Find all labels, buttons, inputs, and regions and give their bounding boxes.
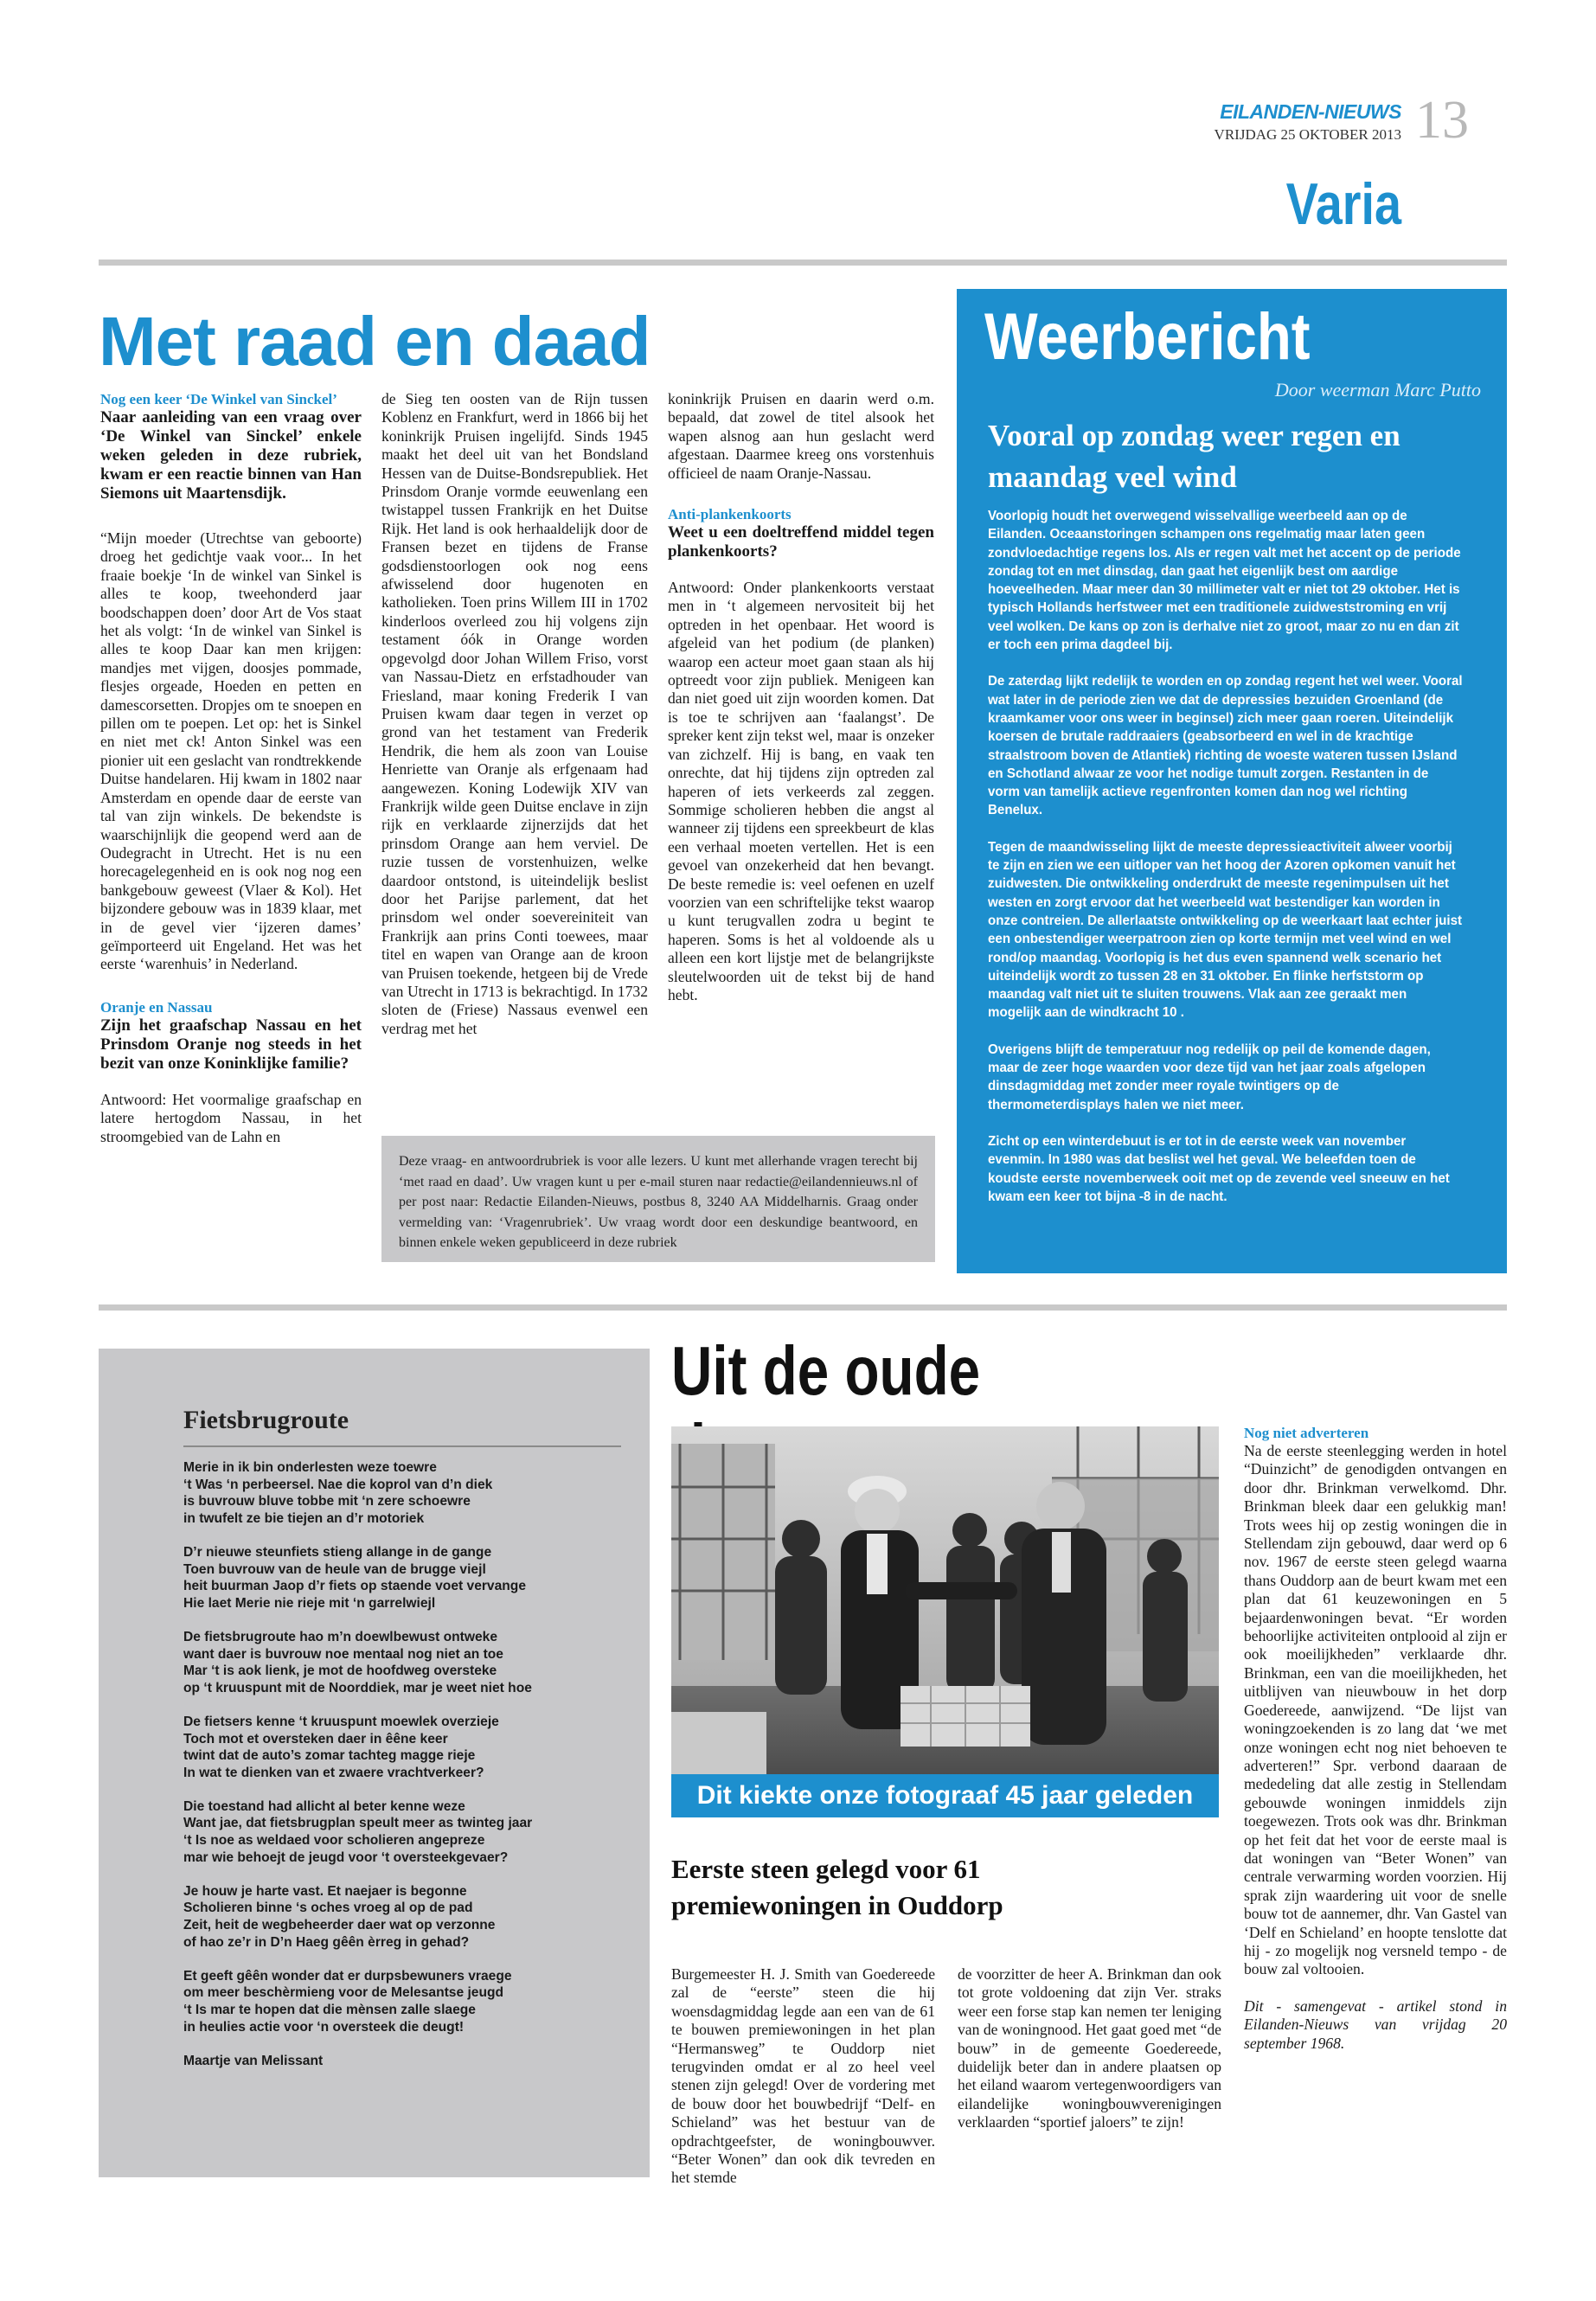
q3-question: Weet u een doeltreffend middel tegen plankenkoorts? [668,523,934,561]
middle-rule [99,1304,1507,1311]
poem-line: ‘t Was ‘n perbeersel. Nae die koprol van d’n diek [183,1477,493,1492]
side-kicker: Nog niet adverteren [1244,1425,1369,1441]
poem-line: Toen buvrouw van de heule van de brugge viejl [183,1561,486,1577]
poem-line: Toch mot et oversteken daer in êêne keer [183,1731,448,1747]
raad-column-1 [100,390,362,1164]
raad-column-3 [668,390,934,1022]
poem-stanza [183,1883,633,1951]
historic-photo [671,1426,1219,1817]
q2-answer-part-2: de Sieg ten oosten van de Rijn tussen Koblenz en Frankfurt, werd in 1866 bij het koninkrijk Pruisen ingelijfd. Sinds 1945 maakt het deel uit van het Bondsland Hessen van de Duitse-Bondsrepubliek. Het Prinsdom Oranje vormde eeuwenlang een twistappel tussen Frankrijk en het Duitse Rijk. Het land is ook herhaaldelijk door de Fransen bezet en tijdens de Franse godsdienstoorlogen ook nog eens afwisselend door hugenoten en katholieken. Toen prins Willem III in 1702 kinderloos overleed zou hij volgens zijn testament óók in Orange worden opgevolgd door Johan Willem Friso, vorst van Nassau-Dietz en erfstadhouder van Friesland, maar koning Frederik I van Pruisen kwam daar tegen in verzet op grond van het testament van Frederik Hendrik, die hem als zoon van Louise Henriette van Oranje als erfgenaam had aangewezen. Koning Lodewijk XIV van Frankrijk wilde geen Duitse enclave in zijn rijk en verklaarde zijnerzijds dat het prinsdom Orange aan hem verviel. De ruzie tussen de vorstenhuizen, welke daardoor ontstond, is uiteindelijk beslist door het Parijse parlement, dat het prinsdom wel onder soevereiniteit van Frankrijk aan prins Conti toewees, maar titel en wapen van Orange aan de kroon van Pruisen toekende, hetgeen bij de Vrede van Utrecht in 1713 is bekrachtigd. In 1732 sloten de (Friese) Nassaus evenwel een verdrag met het [381,390,648,1037]
top-rule [99,260,1507,266]
source-note: Dit - samengevat - artikel stond in Eilanden-Nieuws van vrijdag 20 september 1968. [1244,1997,1507,2052]
weer-body [988,507,1463,1224]
q2-answer-part-3: koninkrijk Pruisen en daarin werd o.m. bepaald, dat zowel de titel alsook het wapen alsnog aan hun geslacht werd afgestaan. Daarmee kreeg ons vorstenhuis officieel de naam Oranje-Nassau. [668,390,934,482]
poem-line: in twufelt ze bie tiejen an d’r motoriek [183,1510,425,1526]
weer-byline: Door weerman Marc Putto [1274,379,1481,401]
fiets-title-underline [183,1445,621,1447]
weer-paragraph-5: Zicht op een winterdebuut is er tot in de eerste week van november evenmin. In 1980 was dat beslist wel het geval. We beleefden toen de koudste eerste novemberweek ooit met op de zevende veel sneeuw en het kwam een keer tot bijna -8 in de nacht. [988,1133,1450,1204]
poem-line: in heulies actie voor ‘n oversteek die deugt! [183,2019,465,2035]
photo-caption-bar [671,1774,1219,1817]
poem-line: Je houw je harte vast. Et naejaer is begonne [183,1883,467,1899]
q3-kicker: Anti-plankenkoorts [668,506,792,523]
doos-title: Uit de oude [671,1332,981,1409]
section-title: Varia [1285,171,1401,237]
q2-kicker: Oranje en Nassau [100,998,213,1016]
fiets-poem [183,1459,633,2069]
rubriek-info-text: Deze vraag- en antwoordrubriek is voor alle lezers. U kunt met allerhande vragen terecht bij ‘met raad en daad’. Uw vragen kunt u per e-mail sturen naar redactie@eilandennieuws.nl of per post naar: Redactie Eilanden-Nieuws, postbus 8, 3240 AA Middelharnis. Graag onder vermelding van: ‘Vragenrubriek’. Uw vraag wordt door een deskundige beantwoord, en binnen enkele weken gepubliceerd in deze rubriek [399,1154,918,1250]
rubriek-info-box [381,1136,935,1262]
doos-column-1 [671,1965,935,2206]
poem-line: De fietsbrugroute hao m’n doewlbewust ontweke [183,1629,498,1644]
weerbericht-panel [957,289,1507,1273]
poem-line: D’r nieuwe steunfiets stieng allange in de gange [183,1544,492,1560]
poem-stanza [183,1798,633,1866]
fiets-title: Fietsbrugroute [183,1406,349,1434]
fietsbrugroute-box [99,1349,650,2177]
q1-question: Naar aanleiding van een vraag over ‘De Winkel van Sinckel’ enkele weken geleden in deze rubriek, kwam er een reactie binnen van Han Siemons uit Maartensdijk. [100,408,362,503]
poem-author: Maartje van Melissant [183,2053,324,2068]
poem-stanza [183,1459,633,1527]
poem-line: of hao ze’r in D’n Haeg gêên èrreg in gehad? [183,1934,470,1950]
poem-line: De fietsers kenne ‘t kruuspunt moewlek overzieje [183,1714,499,1729]
poem-line: Want jae, dat fietsbrugplan speult meer as twinteg jaar [183,1816,533,1831]
poem-line: Zeit, heit de wegbeheerder daer wat op verzonne [183,1918,496,1933]
photo-caption: Dit kiekte onze fotograaf 45 jaar geleden [696,1781,1194,1810]
poem-stanza [183,1714,633,1781]
poem-line: Die toestand had allicht al beter kenne weze [183,1798,465,1814]
raad-column-2 [381,390,648,1056]
poem-line: is buvrouw bluve tobbe mit ‘n zere schoewre [183,1494,471,1509]
doos-side-column [1244,1424,1507,2071]
poem-line: heit buurman Jaop d’r fiets op staende voet vervange [183,1579,527,1594]
poem-line: In wat te dienken van et zwaere vrachtverkeer? [183,1765,484,1780]
poem-stanza [183,1629,633,1696]
weer-paragraph-3: Tegen de maandwisseling lijkt de meeste depressieactiviteit alweer voorbij te zijn en zien we een uitloper van het hoog der Azoren opkomen vanuit het zuidwesten. Die ontwikkeling onderdrukt de meeste regenimpulsen uit het westen en zorgt ervoor dat het weerbeeld wat bestendiger kan worden in onze contreien. De allerlaatste ontwikkeling op de weerkaart laat echter juist een onbestendiger weerpatroon zien op korte termijn met veel wind en wel rond/op maandag. Voorlopig is het dus even spannend welk scenario het uiteindelijk wordt zo tussen 28 en 31 oktober. En flinke herfststorm op maandag valt niet uit te sluiten trouwens. Vlak aan zee geraakt men mogelijk aan de windkracht 10 . [988,839,1463,1021]
poem-line: op ‘t kruuspunt mit de Noorddiek, mar je weet niet hoe [183,1680,532,1695]
poem-line: Hie laet Merie nie rieje mit ‘n garrelwiejl [183,1595,436,1611]
q2-answer-part-1: Antwoord: Het voormalige graafschap en latere hertogdom Nassau, in het stroomgebied van de Lahn en [100,1090,362,1145]
weer-paragraph-4: Overigens blijft de temperatuur nog redelijk op peil de komende dagen, maar de zeer hoge waarden voor deze tijd van het jaar zoals afgelopen dinsdagmiddag met zonder meer royale twintigers op de thermometerdisplays halen we niet meer. [988,1042,1431,1112]
doos-column-2 [958,1965,1221,2150]
weer-paragraph-1: Voorlopig houdt het overwegend wisselvallige weerbeeld aan op de Eilanden. Oceaanstoringen schampen ons regelmatig maar laten geen zondvloedachtige regens los. Als er regen valt met het accent op de periode zondag tot en met dinsdag, dan gaat het eigenlijk best om aardige hoeveelheden. Maar meer dan 30 millimeter valt er niet tot 29 oktober. Het is typisch Hollands herfstweer met een traditionele zuidweststroming en vrij veel wolken. De kans op zon is derhalve niet zo groot, maar zo nu en dan zit er toch een prima dagdeel bij. [988,509,1461,653]
doos-article-part-1: Burgemeester H. J. Smith van Goedereede zal de “eerste” steen die hij woensdagmiddag legde aan een van de 61 te bouwen premiewoningen in het plan “Hermansweg” te Ouddorp niet terugvinden omdat er al zo heel veel stenen zijn gelegd! Over de vordering met de bouw door het bouwbedrijf “Delf- en Schieland” was het bestuur van de opdrachtgeefster, de woningbouwver. “Beter Wonen” dan ook dik tevreden en het stemde [671,1965,935,2187]
q3-answer: Antwoord: Onder plankenkoorts verstaat men in ‘t algemeen nervositeit bij het optreden in het openbaar. Het woord is afgeleid van het podium (de planken) waarop een acteur moet gaan staan als hij optreedt voor zijn publiek. Menigeen kan dan niet goed uit zijn woorden komen. Dat is toe te schrijven aan ‘faalangst’. De spreker kent zijn tekst wel, maar is onzeker van zichzelf. Hij is bang, en vaak ten onrechte, dat hij tijdens zijn optreden zal haperen of iets verkeerds zal zeggen. Sommige scholieren hebben die angst al wanneer zij tijdens een spreekbeurt de klas een verhaal moeten vertellen. Het is een gevoel van onzekerheid dat hen bevangt. De beste remedie is: veel oefenen en uzelf voorzien van een schriftelijke tekst waarop u kunt terugvallen zodra u begint te haperen. Soms is het al voldoende als u alleen een kort lijstje met de belangrijkste sleutelwoorden uit de tekst bij de hand hebt. [668,579,934,1003]
poem-line: ‘t Is noe as weldaed voor scholieren angepreze [183,1833,485,1849]
poem-line: om meer beschèrmieng voor de Melesantse jeugd [183,1985,504,2001]
poem-line: mar wie behoejt de jeugd voor ‘t oversteekgevaer? [183,1849,509,1865]
poem-line: Et geeft gêên wonder dat er durpsbewuners vraege [183,1968,512,1984]
page-number: 13 [1415,91,1469,150]
poem-line: Merie in ik bin onderlesten weze toewre [183,1460,437,1475]
q2-question: Zijn het graafschap Nassau en het Prinsdom Oranje nog steeds in het bezit van onze Koninklijke familie? [100,1016,362,1073]
side-article: Na de eerste steenlegging werden in hotel “Duinzicht” de genodigden ontvangen en door dhr. Brinkman verwelkomd. Dhr. Brinkman bleek daar een gelukkig man! Trots wees hij op zestig woningen die in Stellendam zijn gebouwd, daar werd op 6 nov. 1967 de eerste steen gelegd waarna thans Ouddorp aan de beurt kwam met een plan dat 61 keuzewoningen en 5 bejaardenwoningen bevat. “Er worden behoorlijke activiteiten ontplooid al zijn er ook moeilijkheden” verklaarde dhr. Brinkman, een van die moeilijkheden, het uitblijven van nieuwbouw in het dorp Goedereede, aanwijzend. “De lijst van woningzoekenden is zo lang dat ‘we met onze woningen echt nog niet behoeven te adverteren!” Spr. verbond daaraan de mededeling dat alle zestig in Stellendam gebouwde woningen inmiddels zijn toegewezen. Trots ook was dhr. Brinkman op het feit dat het voor de eerste maal is dat woningen van “Beter Wonen” van centrale verwarming worden voorzien. Hij sprak zijn waardering uit voor de snelle bouw tot de aannemer, dhr. Van Gastel van ‘Delf en Schieland’ en hoopte tenslotte dat hij - zo mogelijk nog versneld tempo - de bouw zal voltooien. [1244,1442,1507,1978]
poem-stanza [183,1968,633,2035]
doos-subhead: Eerste steen gelegd voor 61 premiewoningen in Ouddorp [671,1854,1003,1920]
poem-line: want daer is buvrouw noe mentaal nog niet an toe [183,1646,503,1662]
weer-title: Weerbericht [984,300,1311,374]
weer-paragraph-2: De zaterdag lijkt redelijk te worden en op zondag regent het wel weer. Vooral wat later in de periode zien we dat de depressies bezuiden Groenland (de kraamkamer voor ons weer in beginsel) zich meer gaan roeren. Uiteindelijk koersen de brutale raddraaiers (geabsorbeerd en wel in de krachtige straalstroom boven de Atlantiek) richting de woeste wateren tussen IJsland en Schotland alwaar ze voor het nodige tumult zorgen. Restanten in de vorm van tamelijk actieve regenfronten komen dan nog wel richting Benelux. [988,674,1463,818]
q1-answer: “Mijn moeder (Utrechtse van geboorte) droeg het gedichtje vaak voor... In het fraaie boekje ‘In de winkel van Sinkel is alles te koop, tweehonderd jaar boodschappen doen’ door Art de Vos staat het als volgt: ‘In de winkel van Sinkel is alles te koop Daar kan men krijgen: mandjes met vijgen, doosjes pommade, flesjes orgeade, Hoeden en petten en damescorsetten. Dropjes om te snoepen en pillen om te poepen. Let op: het is Sinkel en niet met ck! Anton Sinkel was een pionier uit een geslacht van rondtrekkende Duitse handelaren. Hij kwam in 1802 naar Amsterdam en opende daar de eerste van tal van zijn winkels. De bekendste is waarschijnlijk die geopend werd aan de Oudegracht in Utrecht. Het is nu een horecagelegenheid en is ook nog nog een bankgebouw geweest (Vlaer & Kol). Het bijzondere gebouw was in 1839 klaar, met in de gevel vier ‘ijzeren dames’ geïmporteerd uit Engeland. Het was het eerste ‘warenhuis’ in Nederland. [100,529,362,973]
q1-kicker: Nog een keer ‘De Winkel van Sinckel’ [100,391,337,407]
photo-illustration [671,1426,1219,1817]
poem-line: Scholieren binne ‘s oches vroeg al op de pad [183,1900,473,1916]
poem-line: ‘t Is mar te hopen dat die mènsen zalle slaege [183,2003,476,2017]
raad-title: Met raad en daad [99,303,651,380]
weer-subhead: Vooral op zondag weer regen en maandag veel wind [988,419,1401,494]
masthead: EILANDEN-NIEUWS [1220,100,1401,123]
issue-date: VRIJDAG 25 OKTOBER 2013 [1214,126,1401,143]
poem-line: twint dat de auto’s zomar tachteg magge rieje [183,1748,476,1764]
poem-line: Mar ‘t is aok lienk, je mot de hoofdweg oversteke [183,1663,497,1679]
poem-stanza [183,1544,633,1612]
doos-article-part-2: de voorzitter de heer A. Brinkman dan ook tot grote voldoening dat zijn Ver. straks weer een forse stap kan nemen ter leniging van de woningnood. Het gaat goed met “de bouw” in de gemeente Goedereede, duidelijk beter dan in andere plaatsen op het eiland waarom vertegenwoordigers van eilandelijke woningbouwverenigingen verklaarden “sportief jaloers” te zijn! [958,1965,1221,2131]
